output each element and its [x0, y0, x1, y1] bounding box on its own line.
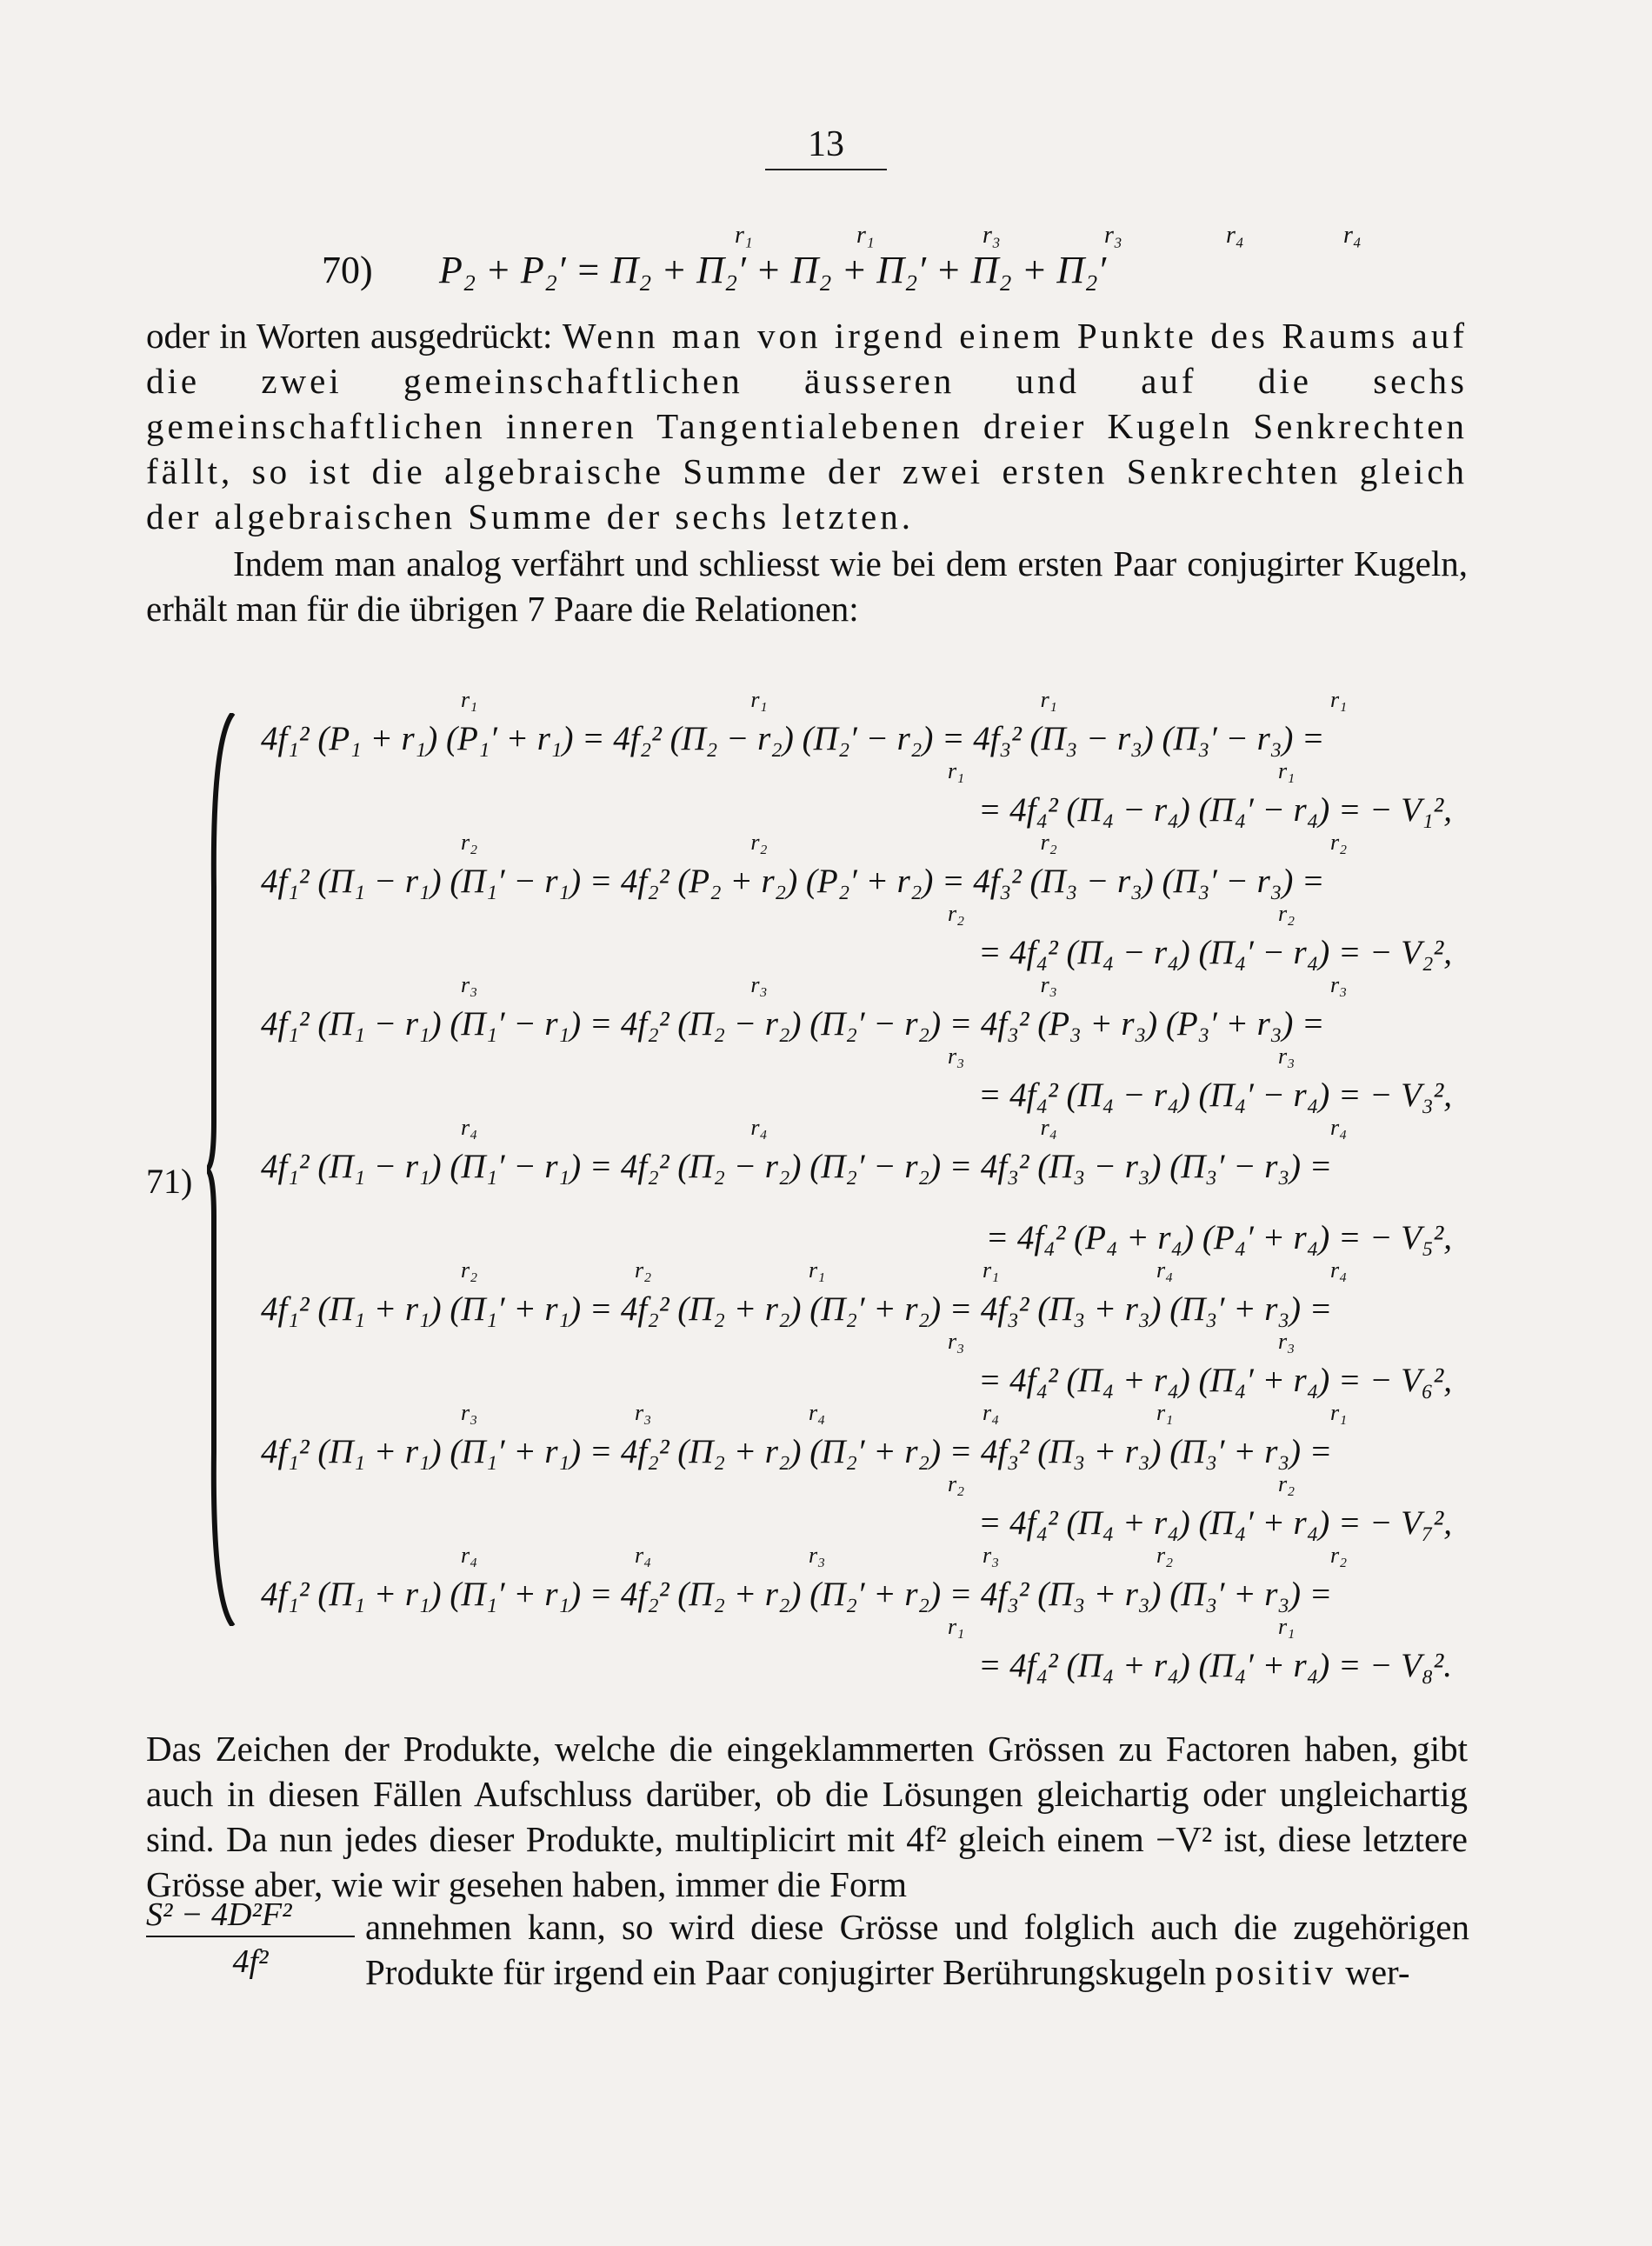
page-number: 13 [765, 123, 887, 170]
superscript: r₃ [461, 1400, 478, 1425]
superscript: r₂ [1278, 1471, 1296, 1496]
equation-line [235, 1257, 1469, 1329]
superscript: r₄ [1156, 1257, 1174, 1283]
fraction-numerator: S² − 4D²F² [146, 1896, 355, 1937]
superscript: r₃ [983, 222, 1001, 249]
superscript: r₂ [1040, 830, 1057, 855]
superscript: r₄ [461, 1543, 478, 1568]
equation-line [235, 1043, 1469, 1115]
equation-text: 4f₁² (P₁ + r₁) (P₁′ + r₁) = 4f₂² (Π₂ − r₂) (Π₂′ − r₂) = 4f₃² (Π₃ − r₃) (Π₃′ − r₃) = [261, 720, 1325, 757]
superscript: r₄ [809, 1400, 826, 1425]
equation-text: 4f₁² (Π₁ + r₁) (Π₁′ + r₁) = 4f₂² (Π₂ + r₂) (Π₂′ + r₂) = 4f₃² (Π₃ + r₃) (Π₃′ + r₃) = [261, 1433, 1333, 1470]
superscript: r₁ [1278, 758, 1296, 783]
superscript: r₁ [1278, 1614, 1296, 1639]
equation-line [235, 972, 1469, 1043]
equation-line [235, 758, 1469, 830]
equation-70 [313, 222, 1362, 300]
equation-line [235, 901, 1469, 972]
superscript: r₄ [750, 1115, 768, 1140]
superscript: r₁ [983, 1257, 1000, 1283]
superscript: r₃ [635, 1400, 652, 1425]
equation-text: = 4f₄² (Π₄ − r₄) (Π₄′ − r₄) = − V₂², [978, 934, 1452, 971]
equation-text: = 4f₄² (Π₄ − r₄) (Π₄′ − r₄) = − V₁², [978, 791, 1452, 829]
superscript: r₂ [461, 830, 478, 855]
superscript: r₃ [809, 1543, 826, 1568]
superscript: r₂ [635, 1257, 652, 1283]
equation-text: 4f₁² (Π₁ + r₁) (Π₁′ + r₁) = 4f₂² (Π₂ + r₂) (Π₂′ + r₂) = 4f₃² (Π₃ + r₃) (Π₃′ + r₃) = [261, 1290, 1333, 1328]
equation-line [235, 830, 1469, 901]
equation-text: = 4f₄² (Π₄ + r₄) (Π₄′ + r₄) = − V₈². [978, 1647, 1452, 1684]
superscript: r₁ [1330, 1400, 1348, 1425]
equation-text: 4f₁² (Π₁ − r₁) (Π₁′ − r₁) = 4f₂² (Π₂ − r₂) (Π₂′ − r₂) = 4f₃² (Π₃ − r₃) (Π₃′ − r₃) = [261, 1148, 1333, 1185]
superscript: r₃ [1278, 1329, 1296, 1354]
equation-line [235, 1614, 1469, 1685]
equation-text: 4f₁² (Π₁ − r₁) (Π₁′ − r₁) = 4f₂² (Π₂ − r₂) (Π₂′ − r₂) = 4f₃² (P₃ + r₃) (P₃′ + r₃) = [261, 1005, 1325, 1043]
superscript: r₃ [948, 1043, 965, 1069]
equation-number-71: 71) [146, 1162, 193, 1201]
equation-line [235, 1543, 1469, 1614]
superscript: r₁ [735, 222, 753, 249]
continuation-text: annehmen kann, so wird diese Grösse und folglich auch die zugehörigen Produkte für irgend ein Paar conjugirter Berührungskugeln [365, 1907, 1469, 1992]
superscript: r₃ [1278, 1043, 1296, 1069]
equation-text: = 4f₄² (P₄ + r₄) (P₄′ + r₄) = − V₅², [985, 1219, 1452, 1256]
superscript: r₂ [461, 1257, 478, 1283]
equation-number: 70) [322, 249, 373, 291]
equation-line [235, 1329, 1469, 1400]
equation-line [235, 1186, 1469, 1257]
superscript: r₂ [750, 830, 768, 855]
superscript: r₃ [1040, 972, 1057, 997]
equation-text: 4f₁² (Π₁ − r₁) (Π₁′ − r₁) = 4f₂² (P₂ + r₂) (P₂′ + r₂) = 4f₃² (Π₃ − r₃) (Π₃′ − r₃) = [261, 863, 1325, 900]
superscript: r₄ [983, 1400, 1000, 1425]
superscript: r₄ [1330, 1115, 1348, 1140]
equation-line [235, 1471, 1469, 1543]
superscript: r₂ [948, 901, 965, 926]
superscript: r₁ [1156, 1400, 1174, 1425]
paragraph-relations-intro: Indem man analog verfährt und schliesst wie bei dem ersten Paar conjugirter Kugeln, erhält man für die übrigen 7 Paare die Relationen: [146, 543, 1468, 629]
equation-line [235, 1115, 1469, 1186]
superscript: r₁ [856, 222, 875, 249]
superscript: r₃ [461, 972, 478, 997]
paragraph-conclusion: Das Zeichen der Produkte, welche die eingeklammerten Grössen zu Factoren haben, gibt auch in diesen Fällen Aufschluss darüber, ob die Lösungen gleichartig oder ungleichartig sind. Da nun jedes dieser Produkte, multiplicirt mit 4f² gleich einem −V² ist, diese letztere Grösse aber, wie wir gesehen haben, immer die Form [146, 1729, 1468, 1904]
superscript: r₂ [1278, 901, 1296, 926]
equation-text: 4f₁² (Π₁ + r₁) (Π₁′ + r₁) = 4f₂² (Π₂ + r₂) (Π₂′ + r₂) = 4f₃² (Π₃ + r₃) (Π₃′ + r₃) = [261, 1576, 1333, 1613]
paragraph-continuation [365, 1904, 1469, 1995]
superscript: r₁ [948, 758, 965, 783]
superscript: r₁ [1330, 687, 1348, 712]
superscript: r₄ [635, 1543, 652, 1568]
equation-text: = 4f₄² (Π₄ − r₄) (Π₄′ − r₄) = − V₃², [978, 1076, 1452, 1114]
equation-text: = 4f₄² (Π₄ + r₄) (Π₄′ + r₄) = − V₆², [978, 1362, 1452, 1399]
superscript: r₄ [461, 1115, 478, 1140]
superscript: r₁ [948, 1614, 965, 1639]
paragraph-theorem [146, 313, 1468, 539]
emphasized-word: positiv [1215, 1952, 1336, 1992]
superscript: r₁ [809, 1257, 826, 1283]
superscript: r₃ [1330, 972, 1348, 997]
superscript: r₁ [1040, 687, 1057, 712]
fraction [146, 1896, 355, 1981]
superscript: r₃ [948, 1329, 965, 1354]
superscript: r₂ [1330, 830, 1348, 855]
equation-text: P₂ + P₂′ = Π₂ + Π₂′ + Π₂ + Π₂′ + Π₂ + Π₂′ [439, 249, 1107, 291]
superscript: r₄ [1343, 222, 1362, 249]
superscript: r₃ [750, 972, 768, 997]
equation-text: = 4f₄² (Π₄ + r₄) (Π₄′ + r₄) = − V₇², [978, 1504, 1452, 1542]
fraction-denominator: 4f² [232, 1943, 269, 1980]
superscript: r₄ [1040, 1115, 1057, 1140]
hyphenated-end: wer- [1345, 1952, 1410, 1992]
superscript: r₂ [948, 1471, 965, 1496]
superscript: r₃ [983, 1543, 1000, 1568]
paragraph-intro: oder in Worten ausgedrückt: [146, 316, 563, 356]
superscript: r₂ [1330, 1543, 1348, 1568]
superscript: r₄ [1226, 222, 1244, 249]
equation-line [235, 687, 1469, 758]
superscript: r₃ [1104, 222, 1122, 249]
superscript: r₁ [750, 687, 768, 712]
superscript: r₄ [1330, 1257, 1348, 1283]
superscript: r₂ [1156, 1543, 1174, 1568]
theorem-text: Wenn man von irgend einem Punkte des Raums auf die zwei gemeinschaftlichen äusseren und auf die sechs gemeinschaftlichen inneren Tangentialebenen dreier Kugeln Senkrechten fällt, so ist die algebraische Summe der zwei ersten Senkrechten gleich der algebraischen Summe der sechs letzten. [146, 316, 1468, 537]
equation-line [235, 1400, 1469, 1471]
superscript: r₁ [461, 687, 478, 712]
